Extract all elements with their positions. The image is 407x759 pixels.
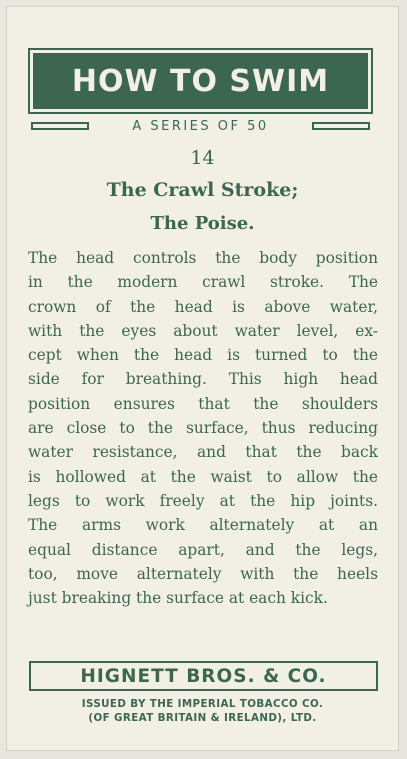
body-line: The arms work alternately at an [28, 516, 378, 535]
series-bar-right [312, 122, 370, 130]
card-body [28, 246, 378, 610]
body-line: equal distance apart, and the legs, [28, 540, 378, 559]
body-line: cept when the head is turned to the [28, 346, 378, 365]
body-line: in the modern crawl stroke. The [28, 273, 378, 292]
title-banner [28, 48, 373, 114]
maker-name: HIGNETT BROS. & CO. [80, 665, 327, 687]
maker-banner [29, 661, 378, 691]
issuer-line-1: ISSUED BY THE IMPERIAL TOBACCO CO. [81, 698, 324, 710]
body-line: too, move alternately with the heels [28, 564, 378, 583]
issuer-line-2: (OF GREAT BRITAIN & IRELAND), LTD. [88, 712, 317, 724]
card-subheading: The Poise. [150, 213, 255, 234]
body-line: crown of the head is above water, [28, 297, 378, 316]
card-number: 14 [190, 147, 215, 169]
series-row [31, 116, 370, 136]
series-bar-left [31, 122, 89, 130]
body-line: legs to work freely at the hip joints. [28, 491, 378, 510]
card-title: HOW TO SWIM [71, 63, 330, 99]
body-line: are close to the surface, thus reducing [28, 419, 378, 438]
issuer-note [7, 697, 398, 725]
body-line: water resistance, and that the back [28, 443, 378, 462]
body-line: The head controls the body position [28, 249, 378, 267]
cigarette-card [6, 6, 399, 751]
body-line: with the eyes about water level, ex- [28, 321, 378, 340]
body-line: side for breathing. This high head [28, 370, 378, 389]
body-line: is hollowed at the waist to allow the [28, 467, 378, 486]
card-heading: The Crawl Stroke; [106, 179, 299, 201]
body-line: position ensures that the shoulders [28, 394, 378, 413]
title-banner-fill [33, 53, 368, 109]
series-label: A SERIES OF 50 [132, 118, 269, 134]
body-line: just breaking the surface at each kick. [28, 589, 328, 608]
